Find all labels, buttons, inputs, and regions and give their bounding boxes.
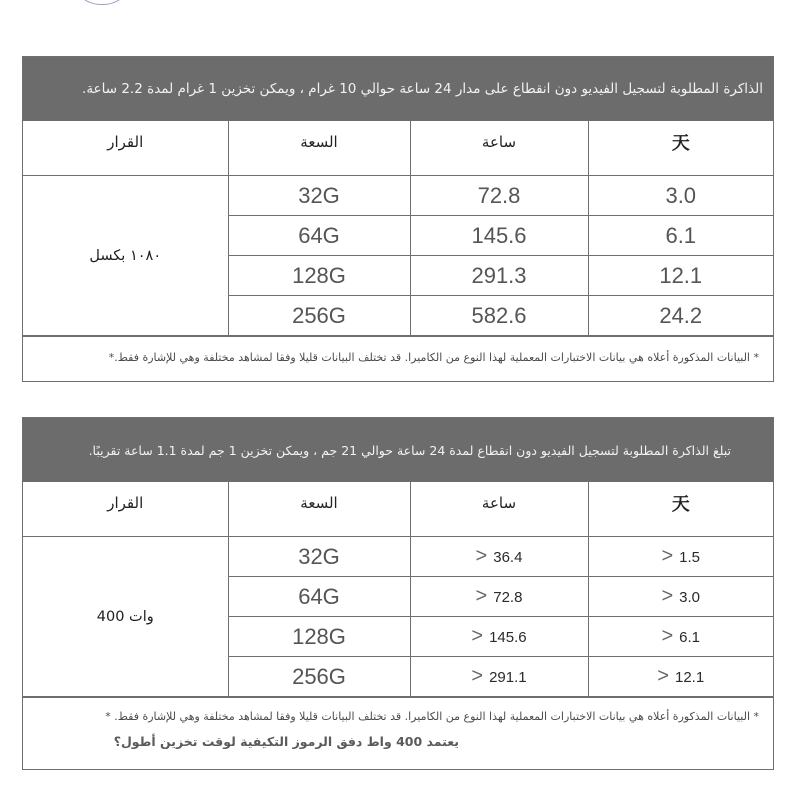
capacity-cell: 128G <box>228 256 410 296</box>
header-days: 天 <box>588 121 773 176</box>
header-capacity: السعة <box>228 482 410 537</box>
days-cell: 6.1 <box>588 216 773 256</box>
days-cell: > 6.1 <box>588 617 773 657</box>
decorative-arc <box>70 0 134 5</box>
hours-cell: > 291.1 <box>410 657 588 697</box>
header-days: 天 <box>588 482 773 537</box>
storage-table-1080p <box>22 56 774 382</box>
greater-than-icon: > <box>657 665 669 687</box>
days-cell: 24.2 <box>588 296 773 336</box>
table1-footnote: * البيانات المذكورة أعلاه هي بيانات الاختبارات المعملية لهذا النوع من الكاميرا. قد تختلف البيانات قليلا وفقا لمشاهد مختلفة وهي للإشارة فقط.* <box>23 336 773 378</box>
hours-cell: 582.6 <box>410 296 588 336</box>
table1-header-row <box>23 121 773 176</box>
greater-than-icon: > <box>471 625 484 647</box>
hours-cell: 145.6 <box>410 216 588 256</box>
header-resolution: القرار <box>23 482 228 537</box>
resolution-cell: 400 وات <box>23 537 228 697</box>
greater-than-icon: > <box>475 585 488 607</box>
table-row <box>23 537 773 577</box>
table2-footnote: * البيانات المذكورة أعلاه هي بيانات الاختبارات المعملية لهذا النوع من الكاميرا. قد تختلف البيانات قليلا وفقا لمشاهد مختلفة وهي للإشارة فقط. * يعتمد 400 واط دفق الرموز التكيفية لوقت تخزين أطول؟ <box>23 697 773 749</box>
days-cell: > 3.0 <box>588 577 773 617</box>
capacity-cell: 256G <box>228 296 410 336</box>
table2-grid <box>23 482 773 697</box>
hours-cell: > 145.6 <box>410 617 588 657</box>
table2-header-row <box>23 482 773 537</box>
hours-cell: 291.3 <box>410 256 588 296</box>
hours-cell: > 36.4 <box>410 537 588 577</box>
greater-than-icon: > <box>471 665 484 687</box>
greater-than-icon: > <box>661 625 674 647</box>
resolution-cell: ١٠٨٠ بكسل <box>23 176 228 336</box>
greater-than-icon: > <box>475 545 488 567</box>
table1-banner-text: الذاكرة المطلوبة لتسجيل الفيديو دون انقطاع على مدار 24 ساعة حوالي 10 غرام ، ويمكن تخزين 1 غرام لمدة 2.2 ساعة. <box>82 81 763 97</box>
hours-cell: > 72.8 <box>410 577 588 617</box>
capacity-cell: 64G <box>228 216 410 256</box>
days-cell: > 12.1 <box>588 657 773 697</box>
header-capacity: السعة <box>228 121 410 176</box>
table2-banner-text: تبلغ الذاكرة المطلوبة لتسجيل الفيديو دون انقطاع لمدة 24 ساعة حوالي 21 جم ، ويمكن تخزين 1 جم لمدة 1.1 ساعة تقريبًا. <box>88 442 731 458</box>
header-hours: ساعة <box>410 121 588 176</box>
capacity-cell: 32G <box>228 537 410 577</box>
table2-banner <box>23 418 773 482</box>
capacity-cell: 64G <box>228 577 410 617</box>
days-cell: 3.0 <box>588 176 773 216</box>
greater-than-icon: > <box>661 545 674 567</box>
storage-table-400w <box>22 417 774 770</box>
days-cell: > 1.5 <box>588 537 773 577</box>
capacity-cell: 32G <box>228 176 410 216</box>
header-resolution: القرار <box>23 121 228 176</box>
table1-banner <box>23 57 773 121</box>
capacity-cell: 256G <box>228 657 410 697</box>
greater-than-icon: > <box>661 585 674 607</box>
days-cell: 12.1 <box>588 256 773 296</box>
table1-grid <box>23 121 773 336</box>
hours-cell: 72.8 <box>410 176 588 216</box>
table2-note: يعتمد 400 واط دفق الرموز التكيفية لوقت تخزين أطول؟ <box>113 734 459 749</box>
header-hours: ساعة <box>410 482 588 537</box>
capacity-cell: 128G <box>228 617 410 657</box>
table-row <box>23 176 773 216</box>
